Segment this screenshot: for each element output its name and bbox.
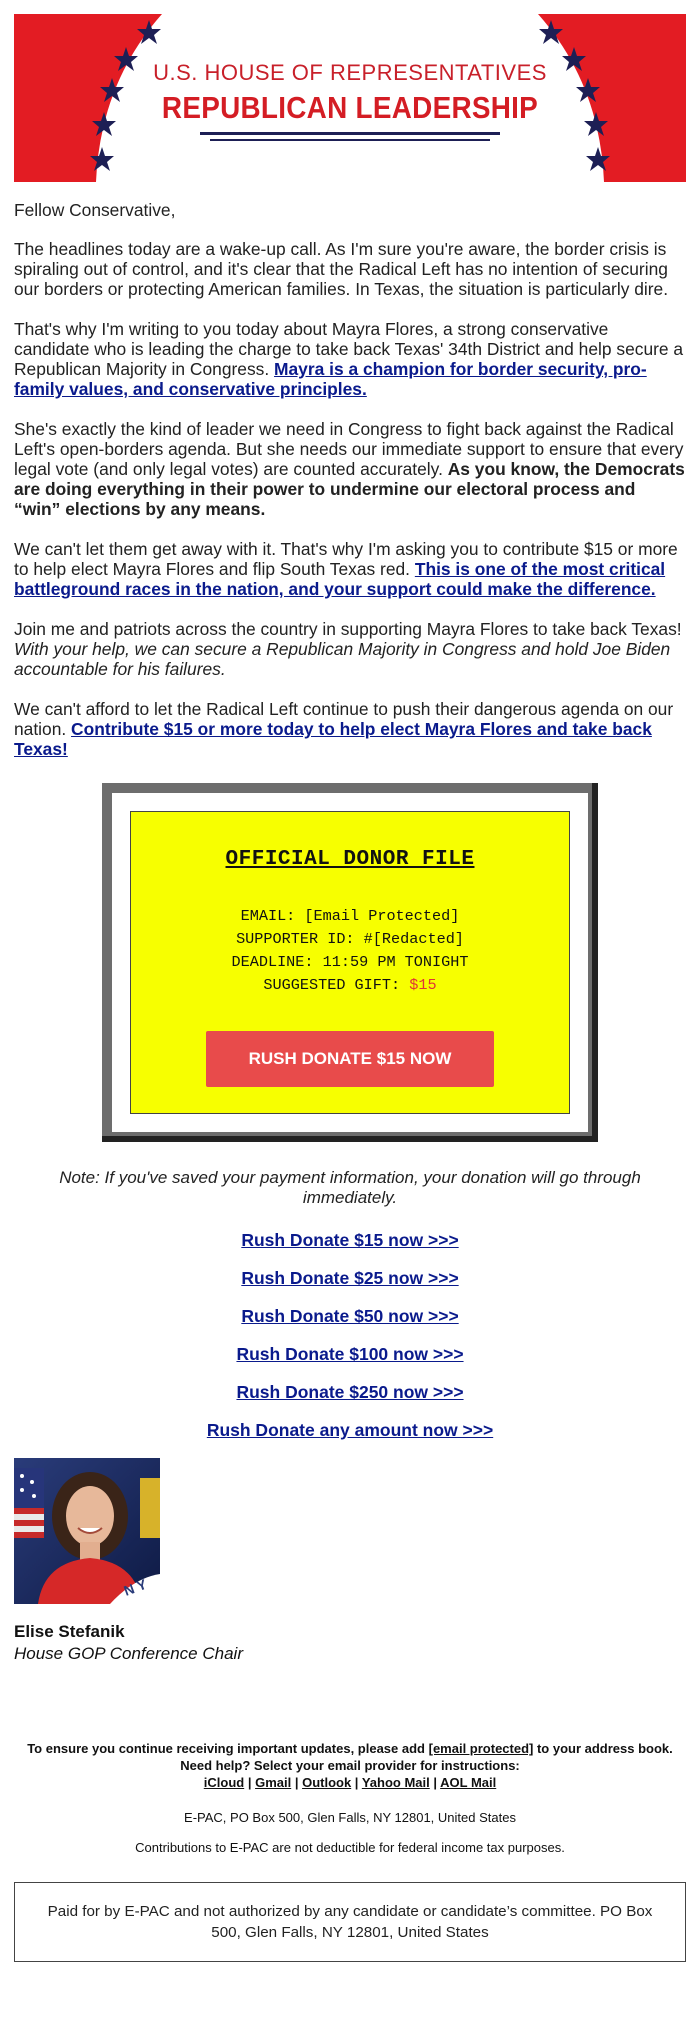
- paragraph-4-text: We can't let them get away with it. That's why I'm asking you to contribute $15 or more to help elect Mayra Flores and flip South Texas red.: [14, 539, 678, 579]
- footer: [14, 1740, 686, 1856]
- donate-link-25[interactable]: Rush Donate $25 now >>>: [241, 1268, 459, 1288]
- provider-link-outlook[interactable]: Outlook: [302, 1775, 352, 1790]
- provider-link-gmail[interactable]: Gmail: [255, 1775, 292, 1790]
- greeting: Fellow Conservative,: [14, 200, 176, 220]
- donate-links: [14, 1230, 686, 1441]
- donor-email-row: [143, 905, 557, 928]
- address-book-notice: To ensure you continue receiving important updates, please add [email protected] to your address book. Need help? Select your email provider for instructions: iCloud | Gmail | Outlook | Yahoo Mail | AOL Mail: [27, 1741, 673, 1790]
- donor-gift-value: $15: [409, 976, 437, 994]
- donor-supporter-row: [143, 928, 557, 951]
- paragraph-6-text: We can't afford to let the Radical Left continue to push their dangerous agenda on our nation.: [14, 699, 674, 739]
- paragraph-2-text: That's why I'm writing to you today about Mayra Flores, a strong conservative candidate who is leading the charge to take back Texas' 34th District and help secure a Republican Majority in Congress.: [14, 319, 684, 379]
- donor-deadline-label: DEADLINE:: [231, 953, 314, 971]
- footer-tax-note: Contributions to E-PAC are not deductible for federal income tax purposes.: [135, 1840, 565, 1855]
- notice-text-b: to your address book. Need help? Select your email provider for instructions:: [180, 1741, 673, 1773]
- provider-link-aol[interactable]: AOL Mail: [440, 1775, 497, 1790]
- header-rule: [200, 132, 500, 135]
- rush-donate-button[interactable]: RUSH DONATE $15 NOW: [206, 1031, 494, 1087]
- donor-file-frame: [102, 783, 598, 1142]
- paid-for-disclaimer: Paid for by E-PAC and not authorized by any candidate or candidate’s committee. PO Box 500, Glen Falls, NY 12801, United States: [14, 1882, 686, 1962]
- notice-text-a: To ensure you continue receiving important updates, please add: [27, 1741, 429, 1756]
- letter-body: [14, 200, 686, 759]
- donor-email-value: [Email Protected]: [304, 907, 460, 925]
- provider-link-icloud[interactable]: iCloud: [203, 1775, 245, 1790]
- paragraph-1: The headlines today are a wake-up call. As I'm sure you're aware, the border crisis is spiraling out of control, and it's clear that the Radical Left has no intention of securing our borders or protecting American families. In Texas, the situation is particularly dire.: [14, 239, 669, 299]
- paragraph-5-text: Join me and patriots across the country in supporting Mayra Flores to take back Texas!: [14, 619, 682, 639]
- flag-icon: [14, 1468, 44, 1538]
- header-rule: [210, 139, 490, 141]
- donor-supporter-label: SUPPORTER ID:: [236, 930, 355, 948]
- signer-title: House GOP Conference Chair: [14, 1644, 243, 1663]
- donor-file-card: [130, 811, 570, 1114]
- mayra-champion-link[interactable]: Mayra is a champion for border security, pro-family values, and conservative principles.: [14, 359, 647, 399]
- donate-link-50[interactable]: Rush Donate $50 now >>>: [241, 1306, 459, 1326]
- donor-file-title: OFFICIAL DONOR FILE: [225, 848, 475, 871]
- donor-email-label: EMAIL:: [240, 907, 296, 925]
- donate-link-any[interactable]: Rush Donate any amount now >>>: [206, 1420, 494, 1440]
- footer-address: E-PAC, PO Box 500, Glen Falls, NY 12801, United States: [184, 1810, 516, 1825]
- provider-link-yahoo[interactable]: Yahoo Mail: [361, 1775, 430, 1790]
- paragraph-6: [14, 699, 686, 759]
- donate-link-100[interactable]: Rush Donate $100 now >>>: [236, 1344, 464, 1364]
- paragraph-4: [14, 539, 686, 599]
- donor-deadline-value: 11:59 PM TONIGHT: [322, 953, 469, 971]
- paragraph-3-bold: As you know, the Democrats are doing everything in their power to undermine our electoral process and “win” elections by any means.: [14, 459, 685, 519]
- donor-gift-row: [143, 974, 557, 997]
- donor-supporter-value: #[Redacted]: [363, 930, 464, 948]
- svg-text:N Y: N Y: [121, 1575, 149, 1599]
- paragraph-2: [14, 319, 686, 399]
- paragraph-3-text: She's exactly the kind of leader we need in Congress to fight back against the Radical Left's open-borders agenda. But she needs our immediate support to ensure that every legal vote (and only legal votes) are counted accurately.: [14, 419, 684, 479]
- header-banner: [14, 14, 686, 182]
- header-line1: U.S. HOUSE OF REPRESENTATIVES: [153, 60, 547, 85]
- portrait-image: [14, 1458, 160, 1604]
- battleground-link[interactable]: This is one of the most critical battleground races in the nation, and your support could make the difference.: [14, 559, 666, 599]
- donate-link-15[interactable]: Rush Donate $15 now >>>: [241, 1230, 459, 1250]
- contribute-link[interactable]: Contribute $15 or more today to help elect Mayra Flores and take back Texas!: [14, 719, 652, 759]
- signer-name: Elise Stefanik: [14, 1622, 125, 1641]
- paragraph-3: [14, 419, 686, 519]
- donor-gift-label: SUGGESTED GIFT:: [263, 976, 401, 994]
- header-line2: REPUBLICAN LEADERSHIP: [161, 90, 539, 125]
- donor-file-mat: [112, 793, 588, 1132]
- payment-note: Note: If you've saved your payment information, your donation will go through immediately.: [59, 1168, 641, 1207]
- signer-photo: [14, 1458, 160, 1604]
- donor-deadline-row: [143, 951, 557, 974]
- paragraph-5-italic: With your help, we can secure a Republican Majority in Congress and hold Joe Biden accountable for his failures.: [14, 639, 671, 679]
- notice-email-link[interactable]: [email protected]: [428, 1741, 534, 1756]
- paragraph-5: [14, 619, 686, 679]
- donate-link-250[interactable]: Rush Donate $250 now >>>: [236, 1382, 464, 1402]
